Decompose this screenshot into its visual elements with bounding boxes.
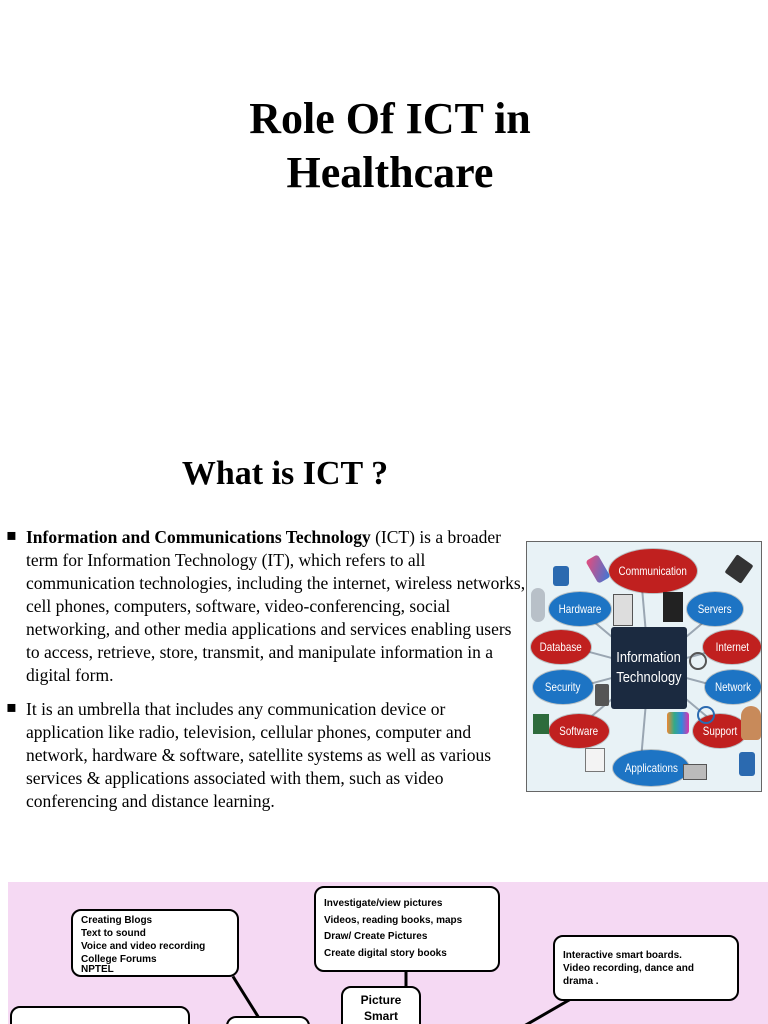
software-pill: Software — [549, 714, 609, 748]
bottom-center-left-node — [226, 1016, 310, 1024]
applications-pill: Applications — [613, 750, 689, 786]
tools-icon — [553, 566, 569, 586]
connector — [514, 998, 571, 1024]
laptop-icon — [683, 764, 707, 780]
bullet-2-text: It is an umbrella that includes any communication device or application like radio, television, cellular phones, computer and network, hardware & software, satellite systems as well as various services & applications associated with them, such as video conferencing and distance learning. — [26, 699, 492, 811]
support-agent-icon — [741, 706, 761, 740]
database-pill: Database — [531, 630, 591, 664]
bullet-marker: ▪ — [6, 525, 17, 544]
mindmap-panel — [8, 882, 768, 1024]
bullet-1-bold-term: Information and Communications Technology — [26, 527, 371, 547]
right-mindmap-box: Interactive smart boards. Video recording, dance and drama . — [553, 935, 739, 1001]
center-line-2: Technology — [616, 669, 682, 686]
apps-grid-icon — [667, 712, 689, 734]
internet-pill: Internet — [703, 630, 761, 664]
security-pill: Security — [533, 670, 593, 704]
title-line-2: Healthcare — [286, 148, 494, 197]
lock-icon — [595, 684, 609, 706]
left-mindmap-box: Creating Blogs Text to sound Voice and video recording College Forums NPTEL — [71, 909, 239, 977]
information-technology-box — [611, 627, 687, 709]
satellite-icon — [724, 554, 753, 583]
phone-icon — [585, 554, 610, 584]
globe-icon — [689, 652, 707, 670]
bullet-marker: ▪ — [6, 697, 17, 716]
circuit-icon — [533, 714, 549, 734]
it-infographic — [526, 541, 762, 792]
title-line-1: Role Of ICT in — [249, 94, 531, 143]
center-mindmap-box: Investigate/view pictures Videos, reading books, maps Draw/ Create Pictures Create digital story books — [314, 886, 500, 972]
center-line-1: Information — [616, 649, 682, 666]
servers-pill: Servers — [687, 592, 743, 626]
computer-icon — [613, 594, 633, 626]
communication-pill: Communication — [609, 549, 697, 593]
bullet-item-1 — [6, 526, 526, 687]
bullet-list — [6, 526, 526, 813]
bullet-item-2 — [6, 698, 526, 813]
picture-smart-node: Picture Smart — [341, 986, 421, 1024]
section-heading: What is ICT ? — [181, 455, 389, 492]
info-icon — [739, 752, 755, 776]
server-rack-icon — [663, 592, 683, 622]
network-pill: Network — [705, 670, 761, 704]
hardware-pill: Hardware — [549, 592, 611, 626]
document-icon — [585, 748, 605, 772]
network-graph-icon — [697, 706, 715, 724]
bullet-1-text: (ICT) is a broader term for Information Technology (IT), which refers to all communication technologies, including the internet, wireless networks, cell phones, computers, software, video-conferencing, social networking, and other media applications and services enabling users to access, retrieve, store, transmit, and manipulate information in a digital form. — [26, 527, 526, 685]
person-icon — [531, 588, 545, 622]
support-pill: Support — [693, 714, 747, 748]
slide-title — [150, 92, 630, 200]
bottom-left-box — [10, 1006, 190, 1024]
